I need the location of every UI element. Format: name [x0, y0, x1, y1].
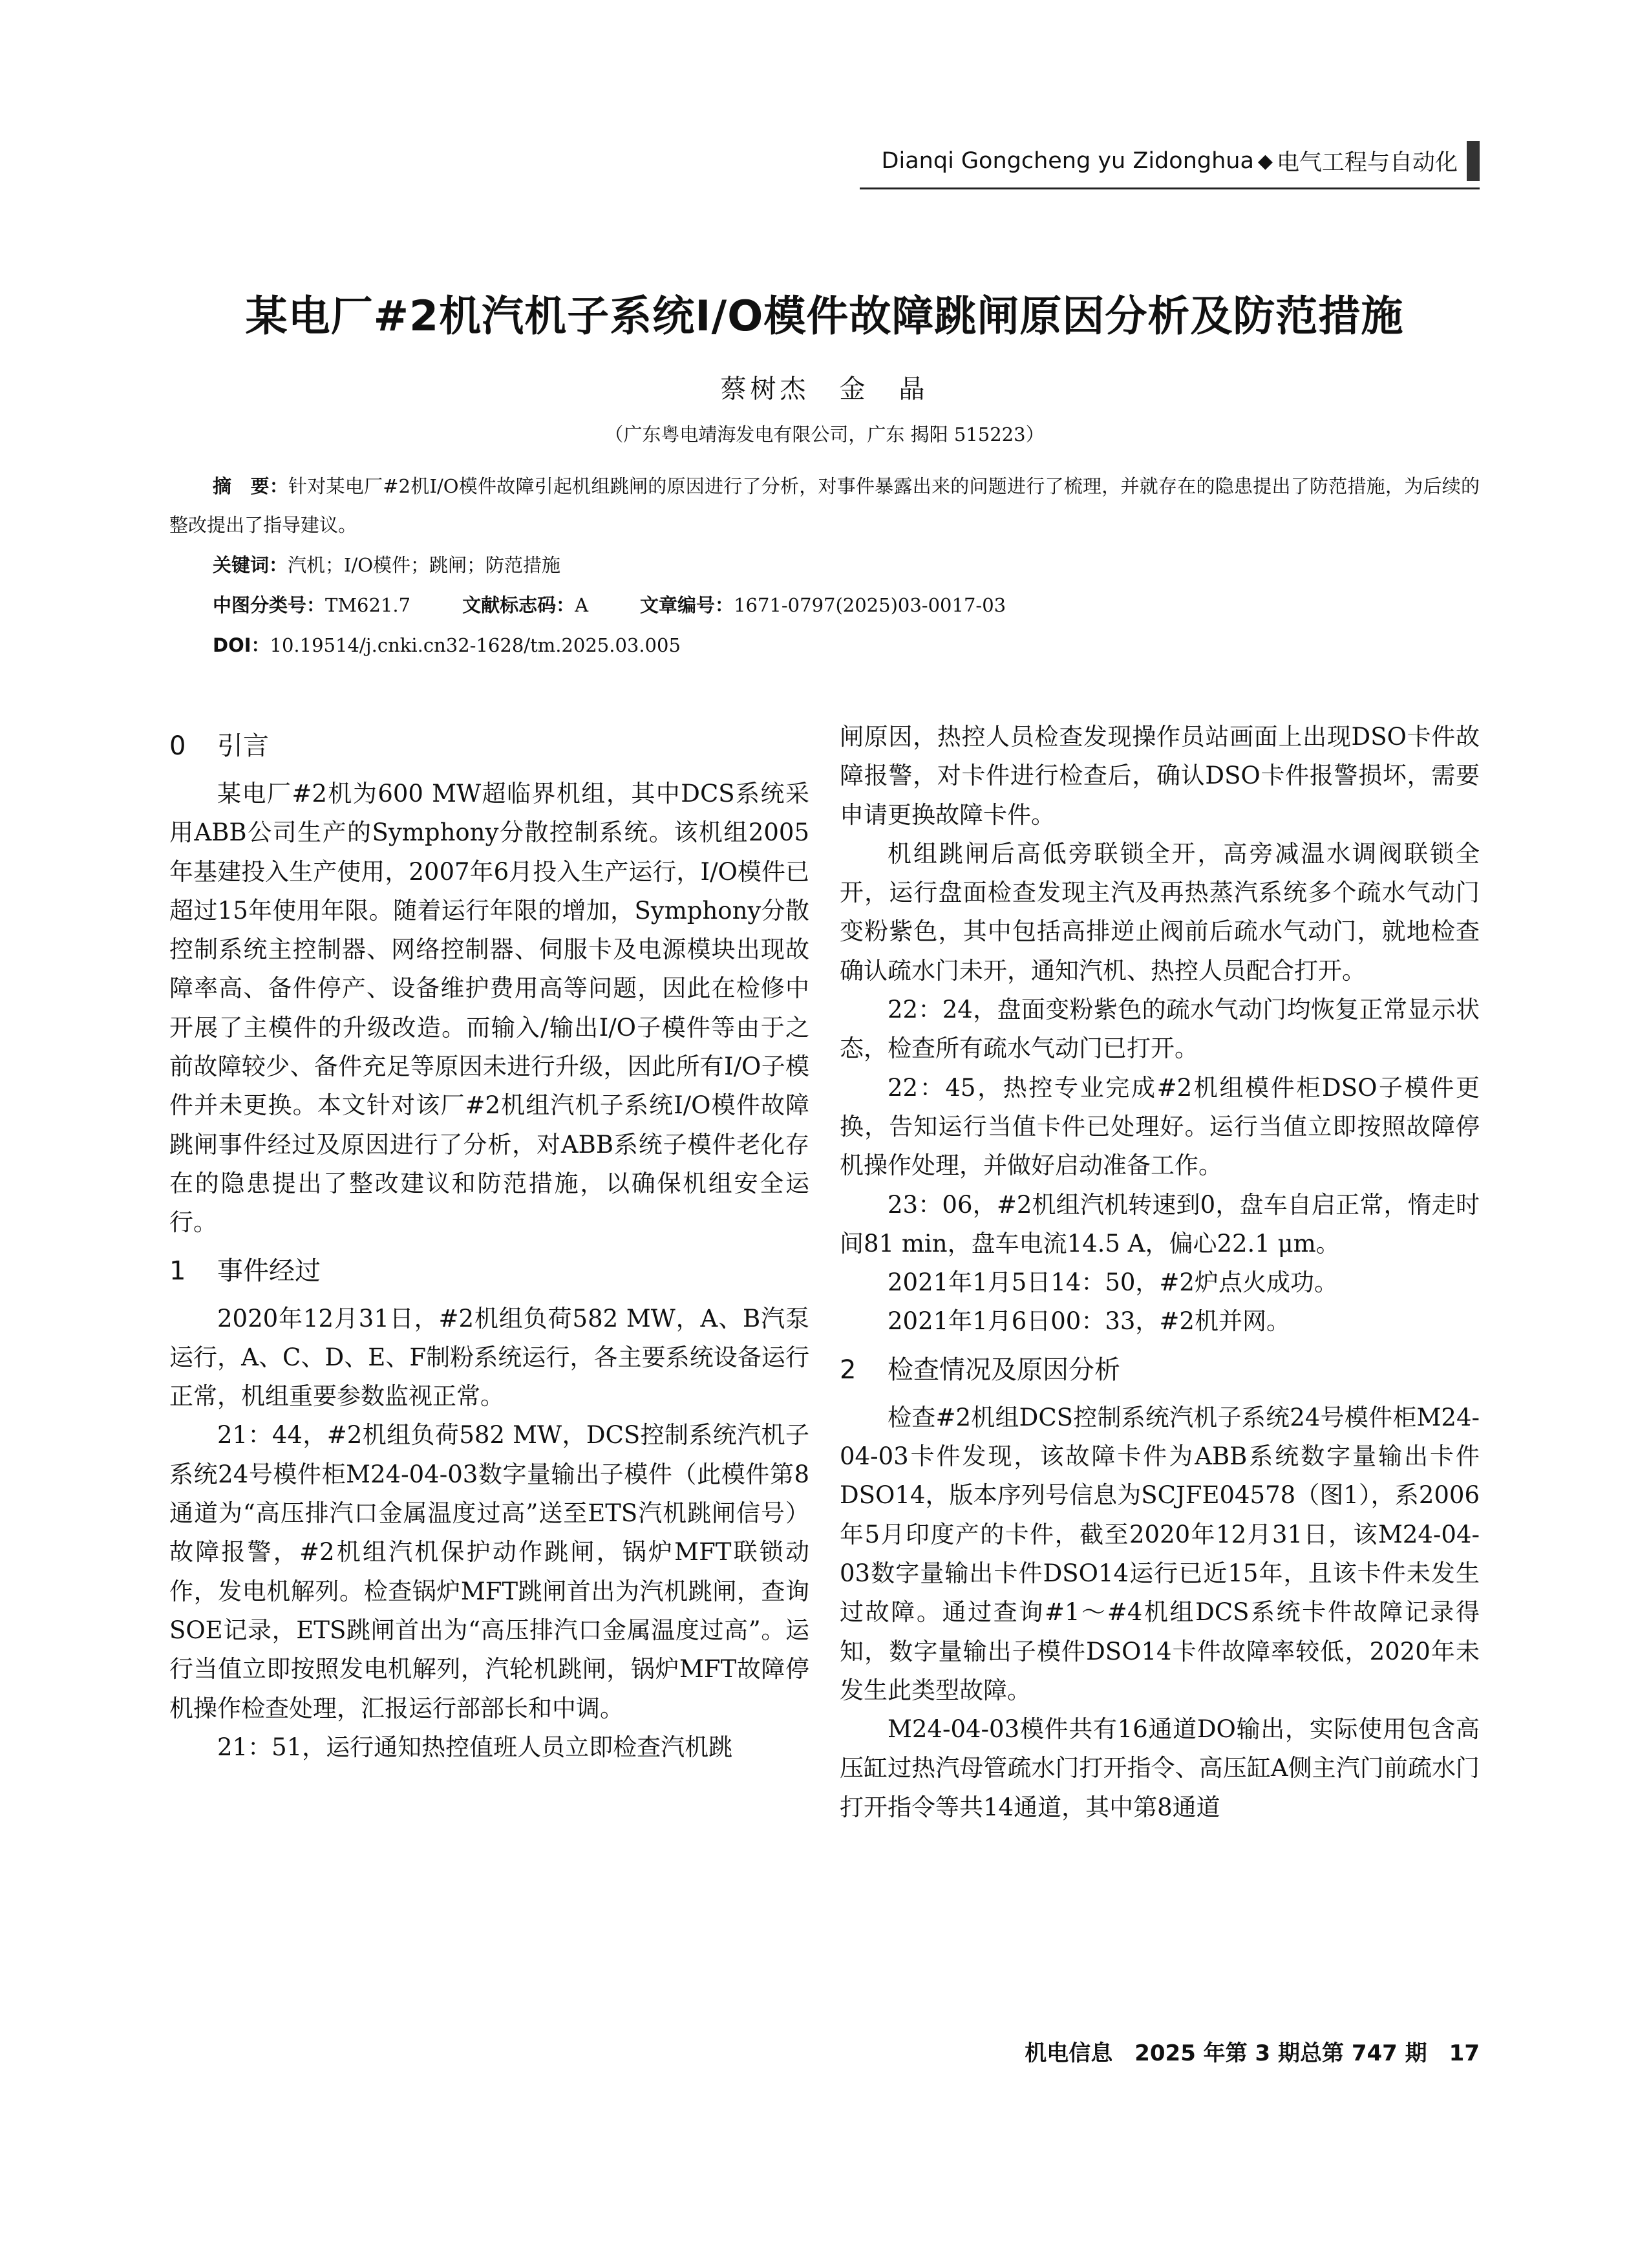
- section-title: 引言: [217, 731, 269, 761]
- paragraph: 22：45，热控专业完成#2机组模件柜DSO子模件更换，告知运行当值卡件已处理好。运行当值立即按照故障停机操作处理，并做好启动准备工作。: [840, 1073, 1480, 1180]
- paragraph: 23：06，#2机组汽机转速到0，盘车自启正常，惰走时间81 min，盘车电流14.5 A，偏心22.1 μm。: [840, 1190, 1480, 1257]
- abstract-label: 摘 要：: [213, 475, 288, 497]
- paragraph-continued: 闸原因，热控人员检查发现操作员站画面上出现DSO卡件故障报警，对卡件进行检查后，确认DSO卡件报警损坏，需要申请更换故障卡件。: [840, 723, 1480, 829]
- abstract: [169, 467, 1480, 544]
- clc-label: 中图分类号：: [213, 594, 326, 616]
- paragraph: 21：51，运行通知热控值班人员立即检查汽机跳: [217, 1733, 733, 1761]
- section-number: 0: [169, 731, 186, 761]
- paragraph: 2021年1月5日14：50，#2炉点火成功。: [888, 1268, 1338, 1297]
- article-title: 某电厂#2机汽机子系统I/O模件故障跳闸原因分析及防范措施: [245, 292, 1404, 341]
- footer-issue: 2025 年第 3 期总第 747 期: [1134, 2040, 1427, 2066]
- header-rule: [860, 187, 1480, 189]
- doi-value: 10.19514/j.cnki.cn32-1628/tm.2025.03.005: [270, 634, 681, 656]
- abstract-text: 针对某电厂#2机I/O模件故障引起机组跳闸的原因进行了分析，对事件暴露出来的问题进行了梳理，并就存在的隐患提出了防范措施，为后续的整改提出了指导建议。: [169, 475, 1480, 536]
- right-column: [840, 718, 1480, 1827]
- article-no-label: 文章编号：: [640, 594, 734, 616]
- page-footer: [1025, 2035, 1480, 2067]
- paragraph: 2021年1月6日00：33，#2机并网。: [888, 1307, 1290, 1336]
- header-bar-decoration: [1467, 141, 1480, 181]
- doi-label: DOI：: [213, 634, 270, 656]
- doi-line: [169, 626, 1523, 665]
- classification-line: [169, 586, 1523, 625]
- page-number: 17: [1449, 2040, 1480, 2066]
- diamond-icon: ◆: [1257, 149, 1273, 173]
- article-no-value: 1671-0797(2025)03-0017-03: [734, 594, 1006, 616]
- running-header: [882, 140, 1480, 182]
- section-title: 事件经过: [217, 1256, 321, 1286]
- section-heading-1: [169, 1243, 809, 1300]
- section-number: 2: [840, 1354, 856, 1385]
- footer-journal: 机电信息: [1025, 2040, 1113, 2066]
- left-column: [169, 718, 809, 1767]
- keywords-text: 汽机；I/O模件；跳闸；防范措施: [288, 554, 561, 576]
- keywords: [169, 546, 1523, 584]
- article-affiliation: （广东粤电靖海发电有限公司，广东 揭阳 515223）: [604, 423, 1045, 445]
- section-title: 检查情况及原因分析: [888, 1354, 1120, 1385]
- paragraph: 2020年12月31日，#2机组负荷582 MW，A、B汽泵运行，A、C、D、E、F制粉系统运行，各主要系统设备运行正常，机组重要参数监视正常。: [169, 1304, 809, 1411]
- section-heading-0: [169, 718, 809, 775]
- paragraph: 某电厂#2机为600 MW超临界机组，其中DCS系统采用ABB公司生产的Symphony分散控制系统。该机组2005年基建投入生产使用，2007年6月投入生产运行，I/O模件已超过15年使用年限。随着运行年限的增加，Symphony分散控制系统主控制器、网络控制器、伺服卡及电源模块出现故障率高、备件停产、设备维护费用高等问题，因此在检修中开展了主模件的升级改造。而输入/输出I/O子模件等由于之前故障较少、备件充足等原因未进行升级，因此所有I/O子模件并未更换。本文针对该厂#2机组汽机子系统I/O模件故障跳闸事件经过及原因进行了分析，对ABB系统子模件老化存在的隐患提出了整改建议和防范措施，以确保机组安全运行。: [169, 780, 809, 1237]
- doc-code-value: A: [575, 594, 589, 616]
- doc-code-label: 文献标志码：: [462, 594, 575, 616]
- journal-pinyin: Dianqi Gongcheng yu Zidonghua: [881, 148, 1254, 174]
- article-authors: 蔡树杰 金 晶: [720, 374, 929, 404]
- section-number: 1: [169, 1256, 186, 1286]
- paragraph: 检查#2机组DCS控制系统汽机子系统24号模件柜M24-04-03卡件发现，该故障卡件为ABB系统数字量输出卡件DSO14，版本序列号信息为SCJFE04578（图1），系2006年5月印度产的卡件，截至2020年12月31日，该M24-04-03数字量输出卡件DSO14运行已近15年，且该卡件未发生过故障。通过查询#1～#4机组DCS系统卡件故障记录得知，数字量输出子模件DSO14卡件故障率较低，2020年未发生此类型故障。: [840, 1403, 1480, 1704]
- keywords-label: 关键词：: [213, 554, 288, 576]
- paragraph: 22：24，盘面变粉紫色的疏水气动门均恢复正常显示状态，检查所有疏水气动门已打开。: [840, 996, 1480, 1063]
- paragraph: M24-04-03模件共有16通道DO输出，实际使用包含高压缸过热汽母管疏水门打开指令、高压缸A侧主汽门前疏水门打开指令等共14通道，其中第8通道: [840, 1715, 1480, 1821]
- clc-value: TM621.7: [325, 594, 411, 616]
- paragraph: 机组跳闸后高低旁联锁全开，高旁减温水调阀联锁全开，运行盘面检查发现主汽及再热蒸汽系统多个疏水气动门变粉紫色，其中包括高排逆止阀前后疏水气动门，就地检查确认疏水门未开，通知汽机、热控人员配合打开。: [840, 839, 1480, 985]
- section-heading-2: [840, 1342, 1480, 1398]
- paragraph: 21：44，#2机组负荷582 MW，DCS控制系统汽机子系统24号模件柜M24-04-03数字量输出子模件（此模件第8通道为“高压排汽口金属温度过高”送至ETS汽机跳闸信号）故障报警，#2机组汽机保护动作跳闸，锅炉MFT联锁动作，发电机解列。检查锅炉MFT跳闸首出为汽机跳闸，查询SOE记录，ETS跳闸首出为“高压排汽口金属温度过高”。运行当值立即按照发电机解列，汽轮机跳闸，锅炉MFT故障停机操作检查处理，汇报运行部部长和中调。: [169, 1421, 809, 1722]
- journal-name: 电气工程与自动化: [1276, 150, 1458, 176]
